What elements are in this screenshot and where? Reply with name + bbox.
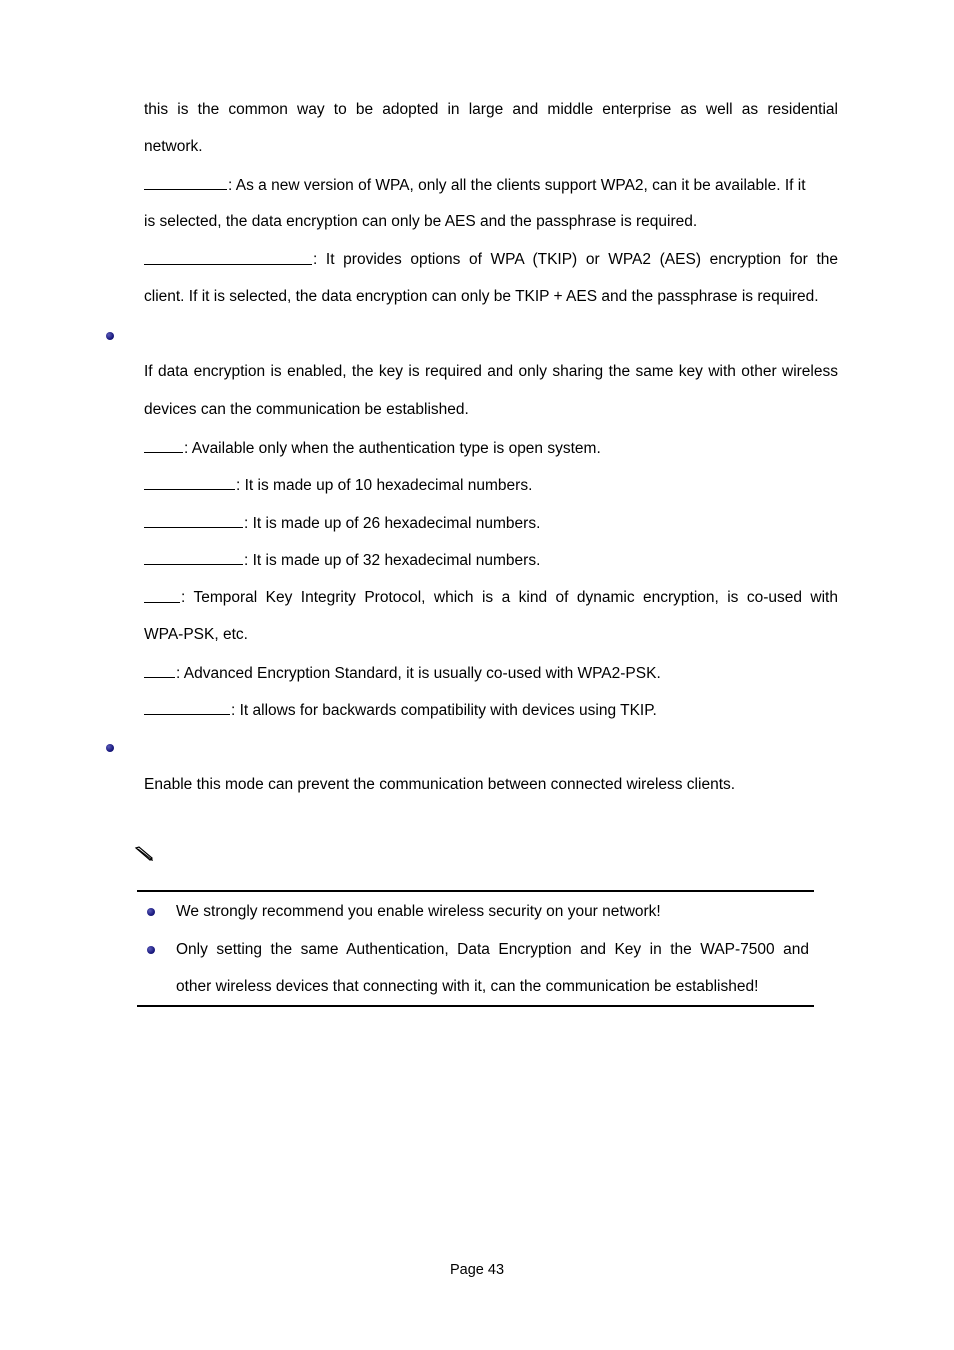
bullet-isolation (106, 744, 114, 752)
mixed-line2: client. If it is selected, the data encryption can only be TKIP + AES and the passphrase is required. (144, 288, 819, 305)
p1-line1: this is the common way to be adopted in large and middle enterprise as well as residential (144, 101, 838, 118)
note-bullet-2 (147, 946, 155, 954)
tkip-line2: WPA-PSK, etc. (144, 626, 248, 643)
tkipaes-line: : It allows for backwards compatibility with devices using TKIP. (144, 700, 838, 721)
note-top-rule (137, 890, 814, 892)
wpa2-line2: is selected, the data encryption can only be AES and the passphrase is required. (144, 213, 698, 230)
key-line2: devices can the communication be established. (144, 401, 469, 418)
p1-line2: network. (144, 138, 203, 155)
isolation-line: Enable this mode can prevent the communication between connected wireless clients. (144, 776, 736, 793)
wep152-line: : It is made up of 32 hexadecimal numbers. (144, 550, 838, 571)
note-bullet-1 (147, 908, 155, 916)
aes-line: : Advanced Encryption Standard, it is usually co-used with WPA2-PSK. (144, 663, 838, 684)
note-item-1: We strongly recommend you enable wireless security on your network! (176, 903, 661, 920)
mixed-line1: : It provides options of WPA (TKIP) or WPA2 (AES) encryption for the (144, 250, 838, 270)
note-item-2-line2: other wireless devices that connecting with it, can the communication be established! (176, 978, 759, 995)
pencil-icon (134, 846, 154, 862)
note-bottom-rule (137, 1005, 814, 1007)
key-line1: If data encryption is enabled, the key is required and only sharing the same key with other wireless (144, 363, 838, 380)
wep128-line: : It is made up of 26 hexadecimal numbers. (144, 513, 838, 534)
bullet-encryption (106, 332, 114, 340)
note-item-2-line1: Only setting the same Authentication, Data Encryption and Key in the WAP-7500 and (176, 941, 809, 958)
wpa2-line1: : As a new version of WPA, only all the clients support WPA2, can it be available. If it (144, 175, 838, 196)
none-line: : Available only when the authentication type is open system. (144, 438, 838, 459)
wep64-line: : It is made up of 10 hexadecimal numbers. (144, 475, 838, 496)
page-number: Page 43 (449, 1262, 505, 1278)
tkip-line1: : Temporal Key Integrity Protocol, which is a kind of dynamic encryption, is co-used with (144, 588, 838, 608)
